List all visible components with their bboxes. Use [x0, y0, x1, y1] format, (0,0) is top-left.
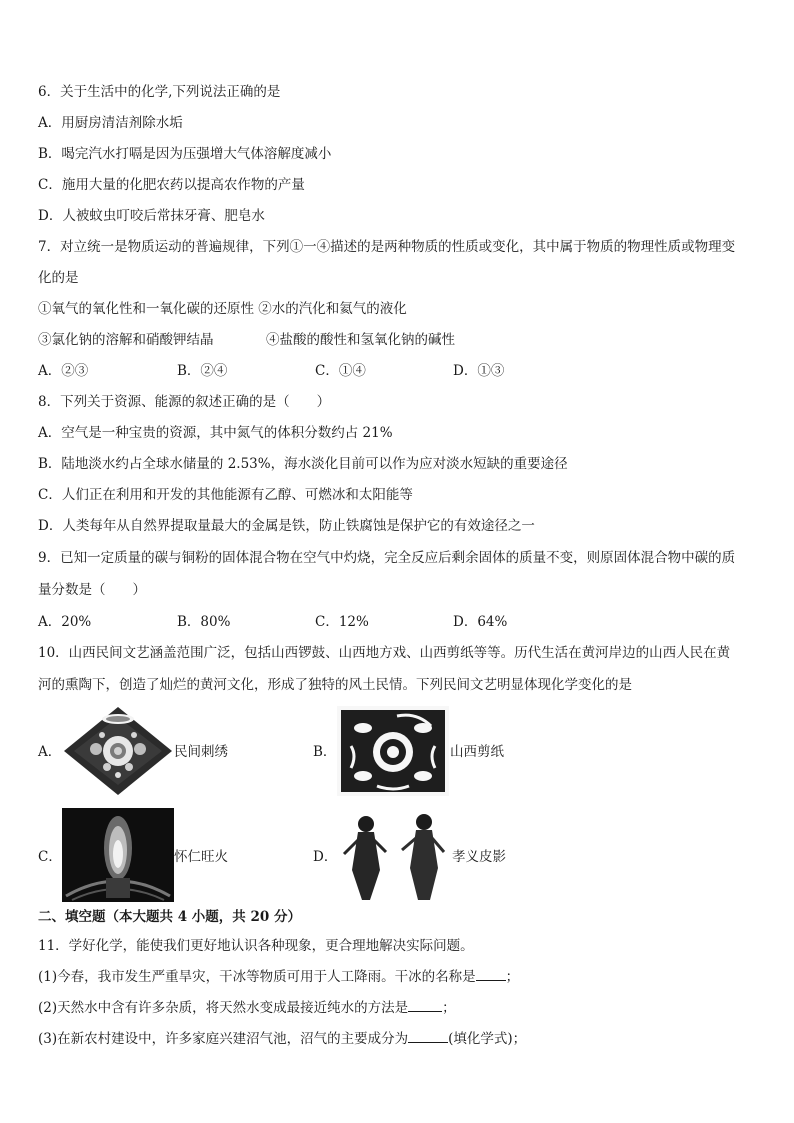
bonfire-image: [62, 808, 174, 902]
q11-part-2: [38, 999, 456, 1017]
q10-option-a-letter: A．: [38, 744, 62, 760]
q6-option-b: B．喝完汽水打嗝是因为压强增大气体溶解度减小: [38, 146, 332, 162]
q11-part-2-end: ；: [442, 1000, 456, 1016]
q8-option-d: D．人类每年从自然界提取量最大的金属是铁，防止铁腐蚀是保护它的有效途径之一: [38, 518, 535, 534]
q6-option-d: D．人被蚊虫叮咬后常抹牙膏、肥皂水: [38, 208, 265, 224]
q7-items-line2-b: ④盐酸的酸性和氢氧化钠的碱性: [266, 332, 455, 348]
q7-option-a: A．②③: [38, 363, 89, 379]
answer-blank[interactable]: [408, 999, 442, 1012]
q6-option-c: C．施用大量的化肥农药以提高农作物的产量: [38, 177, 305, 193]
q9-stem-line2: 量分数是（ ）: [38, 582, 146, 598]
q10-option-d-letter: D．: [313, 849, 338, 865]
q7-items-line2-a: ③氯化钠的溶解和硝酸钾结晶: [38, 332, 214, 348]
q9-option-a: A．20%: [38, 614, 92, 630]
paper-cutting-image: [337, 706, 449, 796]
q11-part-1-text: (1)今春，我市发生严重旱灾，干冰等物质可用于人工降雨。干冰的名称是: [38, 969, 476, 985]
q7-stem-line2: 化的是: [38, 270, 79, 286]
q10-stem-line1: 10．山西民间文艺涵盖范围广泛，包括山西锣鼓、山西地方戏、山西剪纸等等。历代生活在黄河岸边的山西人民在黄: [38, 645, 731, 661]
q10-stem-line2: 河的熏陶下，创造了灿烂的黄河文化，形成了独特的风土民情。下列民间文艺明显体现化学变化的是: [38, 677, 632, 693]
q7-stem-line1: 7．对立统一是物质运动的普遍规律，下列①一④描述的是两种物质的性质或变化，其中属于物质的物理性质或物理变: [38, 239, 736, 255]
q10-option-d-caption: 孝义皮影: [452, 849, 506, 865]
q7-option-b: B．②④: [177, 363, 228, 379]
q10-option-b-letter: B．: [313, 744, 337, 760]
q11-part-3: [38, 1030, 526, 1048]
q11-part-3-text: (3)在新农村建设中，许多家庭兴建沼气池，沼气的主要成分为: [38, 1031, 409, 1047]
answer-blank[interactable]: [476, 968, 506, 981]
q11-part-1-end: ；: [505, 969, 520, 985]
shadow-puppet-image: [338, 810, 450, 904]
q7-option-d: D．①③: [453, 363, 505, 379]
q9-option-d: D．64%: [453, 614, 508, 630]
q9-stem-line1: 9．已知一定质量的碳与铜粉的固体混合物在空气中灼烧，完全反应后剩余固体的质量不变，则原固体混合物中碳的质: [38, 550, 736, 566]
q9-option-c: C．12%: [315, 614, 369, 630]
q6-option-a: A．用厨房清洁剂除水垢: [38, 115, 183, 131]
q11-part-3-end: (填化学式)；: [448, 1031, 527, 1047]
q8-stem: 8．下列关于资源、能源的叙述正确的是（ ）: [38, 394, 331, 410]
q8-option-a: A．空气是一种宝贵的资源，其中氮气的体积分数约占 21%: [38, 425, 393, 441]
q7-items-line1: ①氧气的氧化性和一氧化碳的还原性 ②水的汽化和氦气的液化: [38, 301, 407, 317]
q8-option-b: B．陆地淡水约占全球水储量的 2.53%，海水淡化目前可以作为应对淡水短缺的重要途径: [38, 456, 568, 472]
q10-option-c-letter: C．: [38, 849, 62, 865]
q7-option-c: C．①④: [315, 363, 366, 379]
q9-option-b: B．80%: [177, 614, 231, 630]
q8-option-c: C．人们正在利用和开发的其他能源有乙醇、可燃冰和太阳能等: [38, 487, 413, 503]
embroidery-image: [62, 705, 174, 797]
answer-blank[interactable]: [408, 1030, 448, 1043]
q10-option-b-caption: 山西剪纸: [450, 744, 504, 760]
section-heading: 二、填空题（本大题共 4 小题，共 20 分）: [38, 909, 301, 925]
q11-stem: 11．学好化学，能使我们更好地认识各种现象，更合理地解决实际问题。: [38, 938, 474, 954]
q10-option-a-caption: 民间刺绣: [174, 744, 228, 760]
q11-part-1: [38, 968, 519, 986]
q6-stem: 6．关于生活中的化学,下列说法正确的是: [38, 84, 281, 100]
q11-part-2-text: (2)天然水中含有许多杂质，将天然水变成最接近纯水的方法是: [38, 1000, 409, 1016]
q10-option-c-caption: 怀仁旺火: [174, 849, 228, 865]
